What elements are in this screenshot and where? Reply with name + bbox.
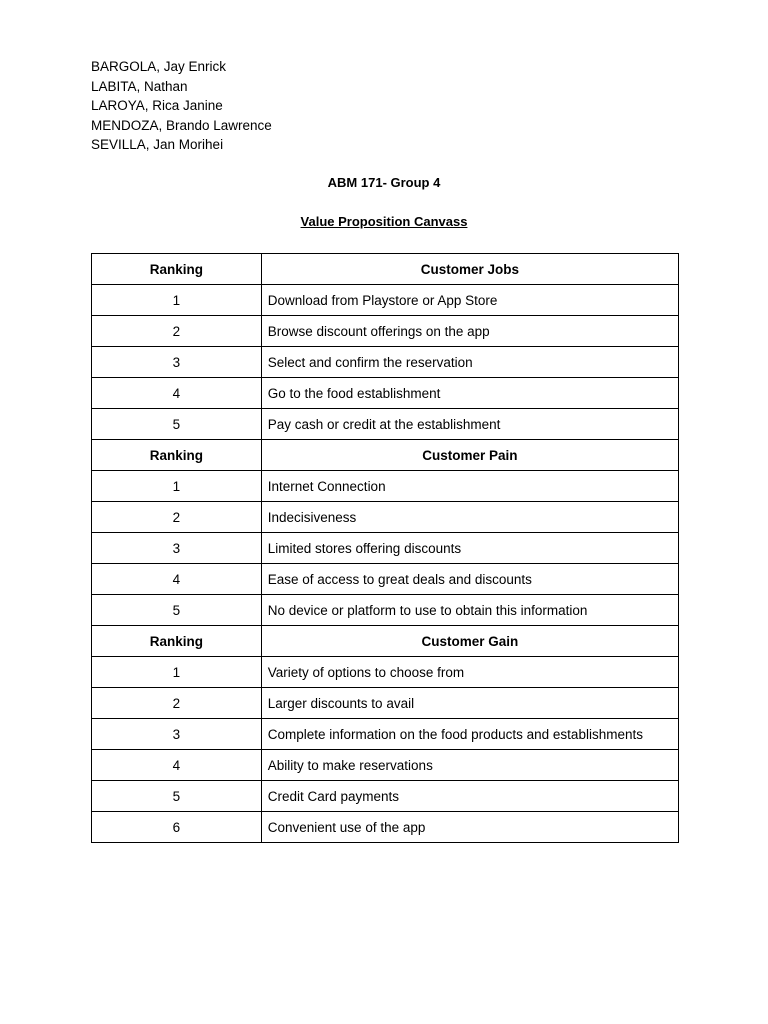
item-cell: Complete information on the food products and establishments xyxy=(261,719,678,750)
author-name: SEVILLA, Jan Morihei xyxy=(91,137,224,152)
rank-cell: 4 xyxy=(92,564,262,595)
table-row xyxy=(92,502,679,533)
customer-gain-header: Customer Gain xyxy=(261,626,678,657)
item-cell: Ability to make reservations xyxy=(261,750,678,781)
table-row xyxy=(92,285,679,316)
item-cell: Pay cash or credit at the establishment xyxy=(261,409,678,440)
item-cell: Larger discounts to avail xyxy=(261,688,678,719)
table-row xyxy=(92,595,679,626)
item-cell: Select and confirm the reservation xyxy=(261,347,678,378)
item-cell: Browse discount offerings on the app xyxy=(261,316,678,347)
rank-cell: 4 xyxy=(92,378,262,409)
table-row xyxy=(92,533,679,564)
ranking-header: Ranking xyxy=(92,254,262,285)
table-row xyxy=(92,409,679,440)
rank-cell: 3 xyxy=(92,347,262,378)
table-row xyxy=(92,316,679,347)
section-header-row xyxy=(92,626,679,657)
customer-pain-header: Customer Pain xyxy=(261,440,678,471)
item-cell: Limited stores offering discounts xyxy=(261,533,678,564)
author-name: LAROYA, Rica Janine xyxy=(91,98,223,113)
item-cell: Internet Connection xyxy=(261,471,678,502)
item-cell: Variety of options to choose from xyxy=(261,657,678,688)
rank-cell: 5 xyxy=(92,595,262,626)
rank-cell: 6 xyxy=(92,812,262,843)
table-row xyxy=(92,688,679,719)
rank-cell: 1 xyxy=(92,657,262,688)
rank-cell: 2 xyxy=(92,316,262,347)
document-title: Value Proposition Canvass xyxy=(300,214,468,229)
item-cell: Convenient use of the app xyxy=(261,812,678,843)
author-name: LABITA, Nathan xyxy=(91,78,188,94)
value-proposition-table xyxy=(91,253,679,843)
ranking-header: Ranking xyxy=(92,440,262,471)
item-cell: Go to the food establishment xyxy=(261,378,678,409)
rank-cell: 5 xyxy=(92,409,262,440)
table-row xyxy=(92,657,679,688)
rank-cell: 1 xyxy=(92,471,262,502)
section-header-row xyxy=(92,254,679,285)
item-cell: Credit Card payments xyxy=(261,781,678,812)
rank-cell: 2 xyxy=(92,502,262,533)
table-row xyxy=(92,719,679,750)
table-row xyxy=(92,471,679,502)
rank-cell: 1 xyxy=(92,285,262,316)
item-cell: No device or platform to use to obtain this information xyxy=(261,595,678,626)
author-list xyxy=(91,57,272,155)
section-header-row xyxy=(92,440,679,471)
ranking-header: Ranking xyxy=(92,626,262,657)
rank-cell: 3 xyxy=(92,533,262,564)
course-title: ABM 171- Group 4 xyxy=(327,175,441,190)
rank-cell: 2 xyxy=(92,688,262,719)
rank-cell: 3 xyxy=(92,719,262,750)
table-row xyxy=(92,347,679,378)
table-row xyxy=(92,378,679,409)
item-cell: Indecisiveness xyxy=(261,502,678,533)
rank-cell: 4 xyxy=(92,750,262,781)
table-row xyxy=(92,564,679,595)
author-name: BARGOLA, Jay Enrick xyxy=(91,59,227,74)
item-cell: Ease of access to great deals and discounts xyxy=(261,564,678,595)
rank-cell: 5 xyxy=(92,781,262,812)
customer-jobs-header: Customer Jobs xyxy=(261,254,678,285)
table-row xyxy=(92,750,679,781)
document-title-wrapper xyxy=(0,213,768,231)
table-row xyxy=(92,812,679,843)
author-name: MENDOZA, Brando Lawrence xyxy=(91,117,272,133)
table-row xyxy=(92,781,679,812)
item-cell: Download from Playstore or App Store xyxy=(261,285,678,316)
